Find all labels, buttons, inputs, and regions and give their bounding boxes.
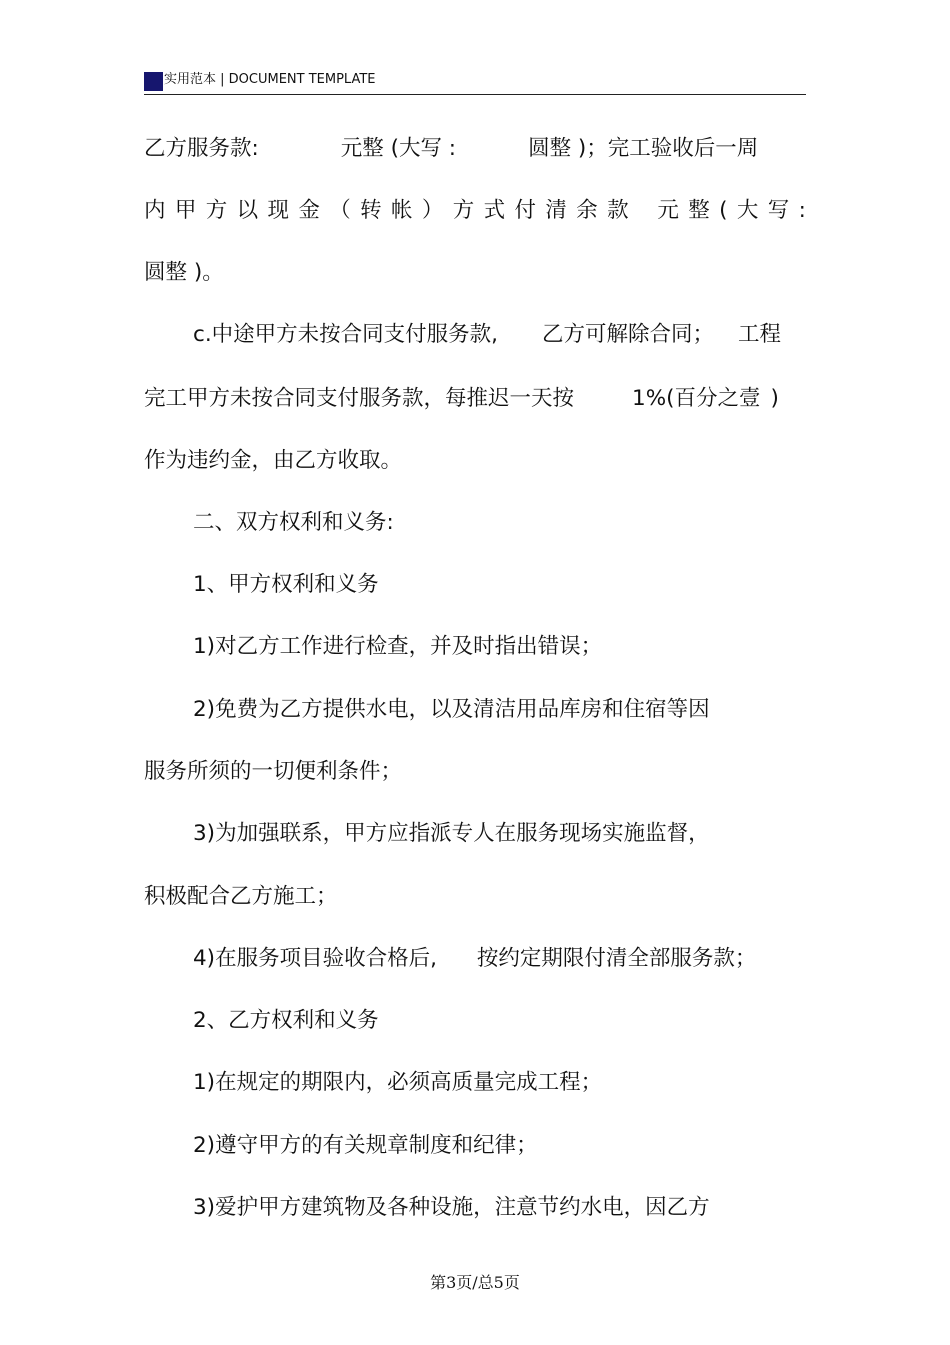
justified-char: 写 — [767, 198, 790, 223]
page-header — [144, 68, 806, 95]
justified-char: 转 — [360, 198, 382, 223]
list-item: 3)爱护甲方建筑物及各种设施，注意节约水电，因乙方 — [193, 1195, 710, 1220]
justified-char: ( — [719, 198, 728, 223]
paragraph-line: 积极配合乙方施工； — [144, 884, 338, 909]
text-segment: 4)在服务项目验收合格后, — [193, 946, 437, 971]
justified-char: 金 — [298, 198, 320, 223]
section-heading: 二、双方权利和义务: — [193, 510, 394, 535]
page-number: 第3页/总5页 — [430, 1273, 520, 1292]
justified-char: 现 — [267, 198, 290, 223]
justified-char: : — [798, 198, 806, 223]
text-segment: 乙方可解除合同； — [542, 322, 715, 347]
justified-char: 大 — [736, 198, 759, 223]
text-segment: 1%(百分之壹 — [632, 386, 761, 411]
justified-char: 清 — [545, 198, 567, 223]
justified-char: 方 — [205, 198, 228, 223]
paragraph-line: 圆整 )。 — [144, 260, 224, 285]
text-segment: ) — [770, 386, 779, 411]
list-item: 2)免费为乙方提供水电，以及清洁用品库房和住宿等因 — [193, 697, 710, 722]
header-logo-square — [144, 72, 163, 91]
paragraph-line — [144, 134, 758, 164]
justified-char: 式 — [483, 198, 506, 223]
justified-char: 款 — [607, 198, 629, 223]
justified-char: 付 — [514, 198, 537, 223]
justified-char: 以 — [236, 198, 259, 223]
text-segment: 工程 — [738, 322, 782, 347]
text-segment: 圆整 )；完工验收后一周 — [528, 136, 759, 161]
justified-char: ） — [421, 198, 444, 223]
justified-char: 元 — [657, 198, 679, 223]
list-item — [193, 944, 756, 974]
list-item: 1)对乙方工作进行检查，并及时指出错误； — [193, 634, 603, 659]
justified-char: 方 — [452, 198, 475, 223]
justified-char: 整 — [688, 198, 710, 223]
justified-char — [638, 196, 648, 226]
text-segment: 按约定期限付清全部服务款； — [476, 946, 757, 971]
list-item: 1)在规定的期限内，必须高质量完成工程； — [193, 1070, 603, 1095]
justified-char: 帐 — [391, 198, 413, 223]
paragraph-line: 作为违约金，由乙方收取。 — [144, 448, 403, 473]
list-item: 2)遵守甲方的有关规章制度和纪律； — [193, 1133, 538, 1158]
list-item: 3)为加强联系，甲方应指派专人在服务现场实施监督， — [193, 821, 710, 846]
text-segment: 元整 (大写 : — [340, 136, 457, 161]
justified-char: 甲 — [174, 198, 197, 223]
paragraph-line: 服务所须的一切便利条件； — [144, 759, 403, 784]
text-segment: c.中途甲方未按合同支付服务款, — [193, 322, 498, 347]
header-title: 实用范本 | DOCUMENT TEMPLATE — [164, 72, 376, 87]
justified-char: 内 — [144, 198, 166, 223]
text-segment: 完工甲方未按合同支付服务款，每推迟一天按 — [144, 386, 575, 411]
paragraph-line — [193, 320, 781, 350]
subsection-heading: 2、乙方权利和义务 — [193, 1008, 379, 1033]
text-segment: 乙方服务款: — [144, 136, 259, 161]
paragraph-line — [144, 384, 779, 414]
paragraph-line-justified — [144, 196, 806, 226]
justified-char: （ — [329, 198, 351, 223]
subsection-heading: 1、甲方权利和义务 — [193, 572, 379, 597]
justified-char: 余 — [576, 198, 598, 223]
